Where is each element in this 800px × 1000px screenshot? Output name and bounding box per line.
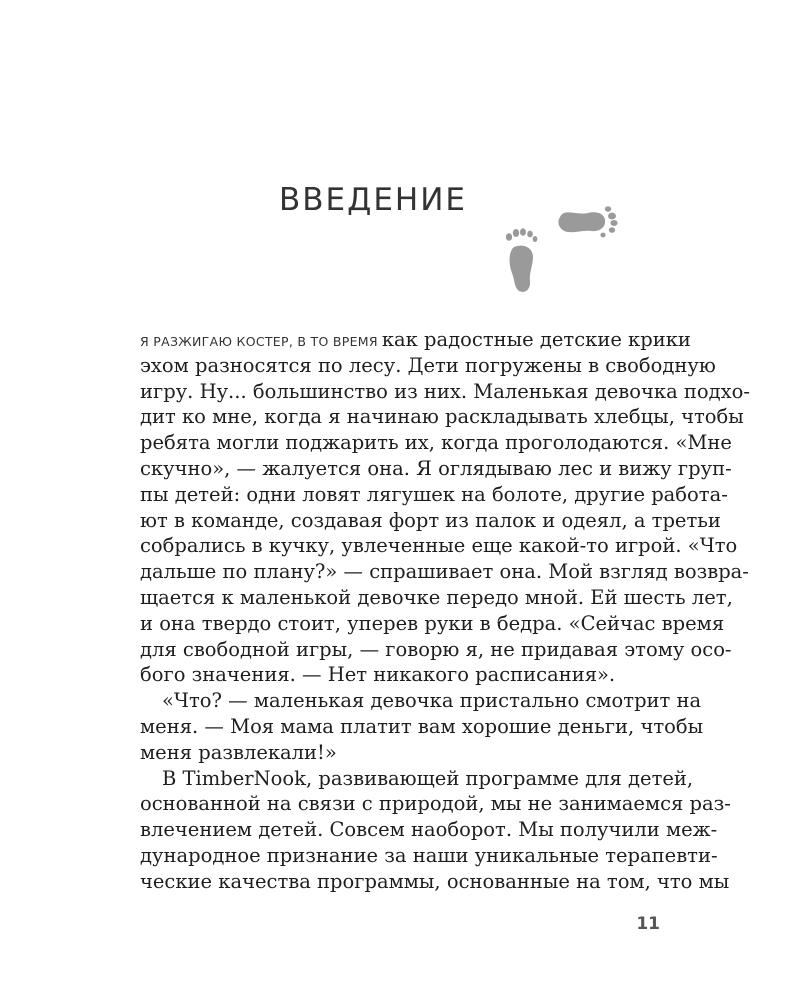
text-line: скучно», — жалуется она. Я оглядываю лес и вижу груп- xyxy=(140,456,732,480)
text-line: эхом разносятся по лесу. Дети погружены в свободную xyxy=(140,353,716,377)
footprints-icon xyxy=(500,205,620,295)
text-line: меня развлекали!» xyxy=(140,740,337,764)
page-number: 11 xyxy=(636,914,660,934)
text-line: В TimberNook, развивающей программе для детей, xyxy=(162,766,694,790)
text-line: игру. Ну... большинство из них. Маленькая девочка подхо- xyxy=(140,379,750,403)
text-line: «Что? — маленькая девочка пристально смотрит на xyxy=(162,689,702,713)
text-line: дальше по плану?» — спрашивает она. Мой взгляд возвра- xyxy=(140,560,749,584)
text-line: основанной на связи с природой, мы не занимаемся раз- xyxy=(140,792,731,816)
text-line: ют в команде, создавая форт из палок и одеял, а третьи xyxy=(140,508,721,532)
text-line: меня. — Моя мама платит вам хорошие деньги, чтобы xyxy=(140,714,704,738)
text-line: щается к маленькой девочке передо мной. Ей шесть лет, xyxy=(140,585,733,609)
text-line: Я РАЗЖИГАЮ КОСТЕР, В ТО ВРЕМЯ как радостные детские крики xyxy=(140,328,691,351)
text-line: собрались в кучку, увлеченные еще какой-то игрой. «Что xyxy=(140,534,738,558)
lead-small-caps: Я РАЗЖИГАЮ КОСТЕР, В ТО ВРЕМЯ xyxy=(140,334,378,349)
text-line: для свободной игры, — говорю я, не придавая этому осо- xyxy=(140,637,732,661)
body-text xyxy=(140,327,750,895)
text-line: дународное признание за наши уникальные терапевти- xyxy=(140,843,718,867)
text-line: и она твердо стоит, уперев руки в бедра. «Сейчас время xyxy=(140,611,725,635)
chapter-title: ВВЕДЕНИЕ xyxy=(278,182,467,218)
text-line: дит ко мне, когда я начинаю раскладывать хлебцы, чтобы xyxy=(140,405,744,429)
text-line: бого значения. — Нет никакого расписания». xyxy=(140,663,616,687)
text-line: пы детей: одни ловят лягушек на болоте, другие работа- xyxy=(140,482,728,506)
text-line: влечением детей. Совсем наоборот. Мы получили меж- xyxy=(140,818,718,842)
text-line: ческие качества программы, основанные на том, что мы xyxy=(140,869,730,893)
text-line: ребята могли поджарить их, когда проголодаются. «Мне xyxy=(140,431,732,455)
